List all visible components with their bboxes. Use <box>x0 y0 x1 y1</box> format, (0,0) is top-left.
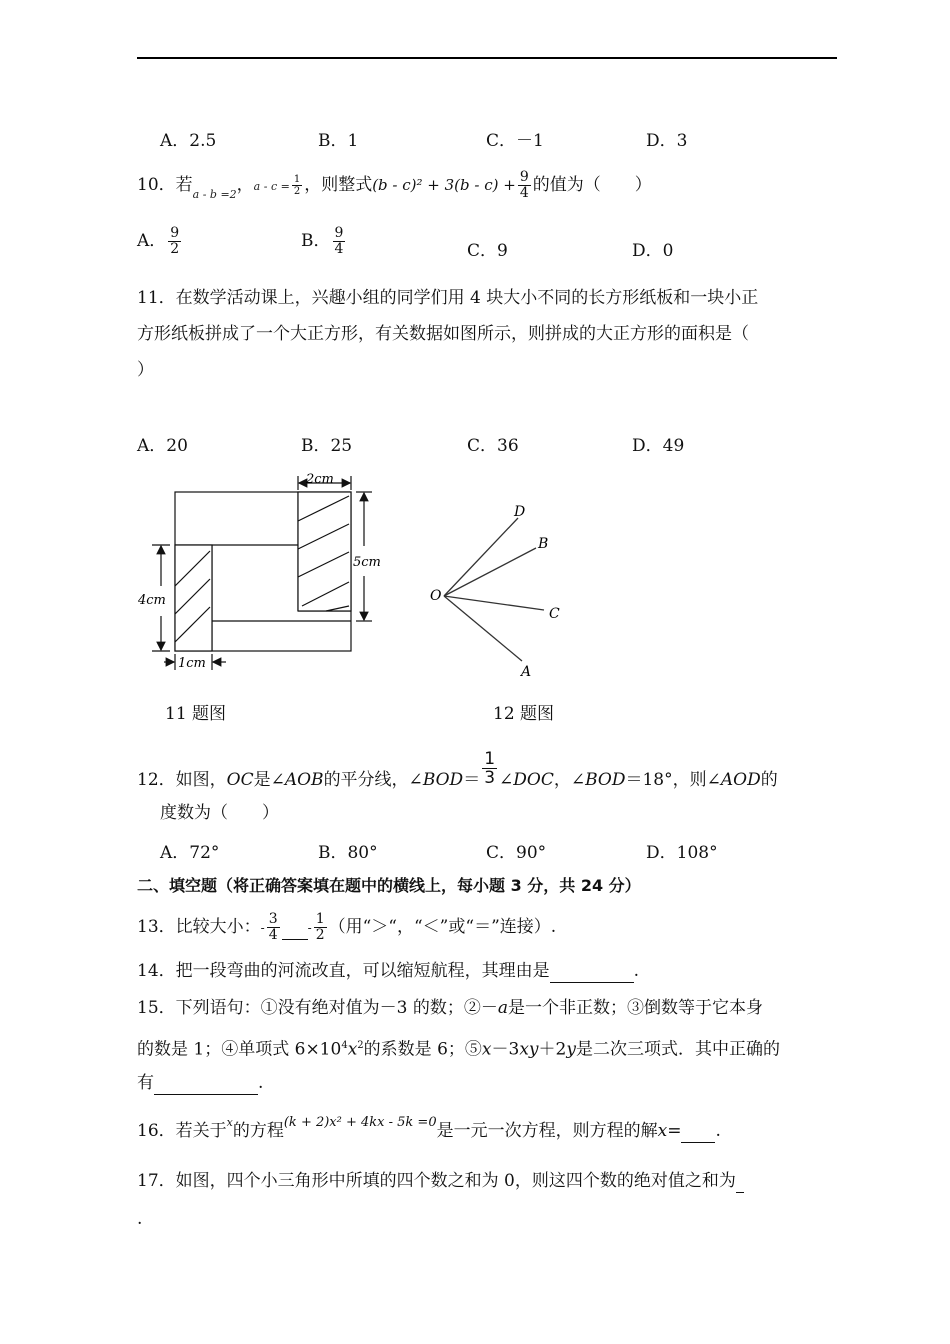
q10-number: 10．若 <box>137 175 193 195</box>
q16-equation: (k + 2)x² + 4kx - 5k =0 <box>283 1115 437 1130</box>
q12-line-2: 度数为（ ） <box>160 803 279 823</box>
q14-answer-blank[interactable] <box>550 960 634 983</box>
q11-line-2: 方形纸板拼成了一个大正方形，有关数据如图所示，则拼成的大正方形的面积是（ <box>137 324 749 344</box>
q10-expr-denominator: 4 <box>519 185 529 201</box>
q17-answer-blank[interactable] <box>736 1170 744 1193</box>
q13-stem: 13．比较大小：- $\frac{3}{4}$ - $\frac{1}{2}$ （用“＞“，“＜”或“＝”连接）. <box>137 911 557 943</box>
q10-condition-1: a - b =2 <box>192 188 237 201</box>
q12-oc: OC <box>226 770 254 790</box>
q12-option-c: C．90° <box>486 843 547 863</box>
ray-ob <box>444 548 536 596</box>
q14-stem: 14．把一段弯曲的河流改直，可以缩短航程，其理由是 . <box>137 961 640 981</box>
q10-expression: (b - c)² + 3(b - c) + <box>372 176 516 194</box>
q16-answer-blank[interactable] <box>681 1120 715 1143</box>
q13-f1-numerator: 3 <box>268 911 278 927</box>
q10-text: ，则整式 <box>304 175 373 195</box>
fig11-label-top: 2cm <box>306 472 334 487</box>
q10-option-a: A． $\frac{9}{2}$ <box>137 225 180 257</box>
figure-11 <box>130 466 390 676</box>
q12-option-b: B．80° <box>318 843 378 863</box>
q9-option-d: D．3 <box>646 131 688 151</box>
q13-f2-denominator: 2 <box>315 927 325 943</box>
q9-option-a: A．2.5 <box>160 131 217 151</box>
fig12-label-b: B <box>538 536 549 552</box>
fig11-label-left: 4cm <box>138 593 166 608</box>
q11-option-b: B．25 <box>301 436 353 456</box>
fig11-label-bottom: 1cm <box>178 656 206 671</box>
q11-line-1: 11．在数学活动课上，兴趣小组的同学们用 4 块大小不同的长方形纸板和一块小正 <box>137 288 759 308</box>
q10-cond2-numerator: 1 <box>293 174 301 185</box>
q10-expr-numerator: 9 <box>519 169 529 185</box>
fig12-label-c: C <box>549 606 560 622</box>
q11-line-3: ） <box>137 360 154 380</box>
q15-line-2: 的数是 1；④单项式 $6\times 10^4x^2$的系数是 6；⑤x－3xy＋2y是二次三项式．其中正确的 <box>137 1039 780 1060</box>
q11-option-c: C．36 <box>467 436 519 456</box>
q10-tail: 的值为（ ） <box>532 175 652 195</box>
q11-option-a: A．20 <box>137 436 188 456</box>
q10-stem <box>137 170 652 201</box>
q15-line-1: 15．下列语句：①没有绝对值为－3 的数；②－a是一个非正数；③倒数等于它本身 <box>137 998 763 1018</box>
q10-condition-2: a - c = <box>253 180 290 193</box>
q10-separator: ， <box>236 175 254 195</box>
fig11-label-right: 5cm <box>353 555 381 570</box>
q12-fraction-numerator: 1 <box>484 749 496 769</box>
fig11-caption: 11 题图 <box>165 704 227 724</box>
q10-option-c: C．9 <box>467 241 508 261</box>
q12-stem: 12．如图，OC是∠AOB的平分线，∠BOD＝ $\frac{1}{3}$ ∠DOC，∠BOD＝18°，则∠AOD的 <box>137 749 778 790</box>
fig12-label-d: D <box>514 504 526 520</box>
q13-f2-numerator: 1 <box>315 911 325 927</box>
q15-answer-blank[interactable] <box>154 1072 258 1095</box>
fig12-label-o: O <box>430 588 442 604</box>
q13-f1-denominator: 4 <box>268 927 278 943</box>
q17-line-2: . <box>137 1209 143 1229</box>
q11-option-d: D．49 <box>632 436 685 456</box>
q12-fraction-denominator: 3 <box>484 768 496 788</box>
q13-answer-blank[interactable] <box>282 939 308 940</box>
q10-option-b: B． $\frac{9}{4}$ <box>301 225 344 257</box>
ray-od <box>444 518 518 596</box>
fig12-caption: 12 题图 <box>493 704 555 724</box>
section-2-heading: 二、填空题（将正确答案填在题中的横线上，每小题 3 分，共 24 分） <box>137 876 641 895</box>
q10-option-d: D．0 <box>632 241 674 261</box>
header-rule <box>137 57 837 59</box>
figure-12 <box>420 496 580 686</box>
q10-cond2-denominator: 2 <box>293 186 301 197</box>
q9-option-b: B．1 <box>318 131 359 151</box>
fig12-label-a: A <box>521 664 532 680</box>
q15-line-3: 有 . <box>137 1073 264 1093</box>
q16-stem: 16．若关于$^x$的方程$^{(k + 2)x^2 + 4kx - 5k =0}$是一元一次方程，则方程的解x= . <box>137 1115 721 1141</box>
q9-option-c: C．－1 <box>486 131 544 151</box>
q17-line-1: 17．如图，四个小三角形中所填的四个数之和为 0，则这四个数的绝对值之和为 <box>137 1170 744 1193</box>
q12-option-a: A．72° <box>160 843 220 863</box>
q12-option-d: D．108° <box>646 843 718 863</box>
